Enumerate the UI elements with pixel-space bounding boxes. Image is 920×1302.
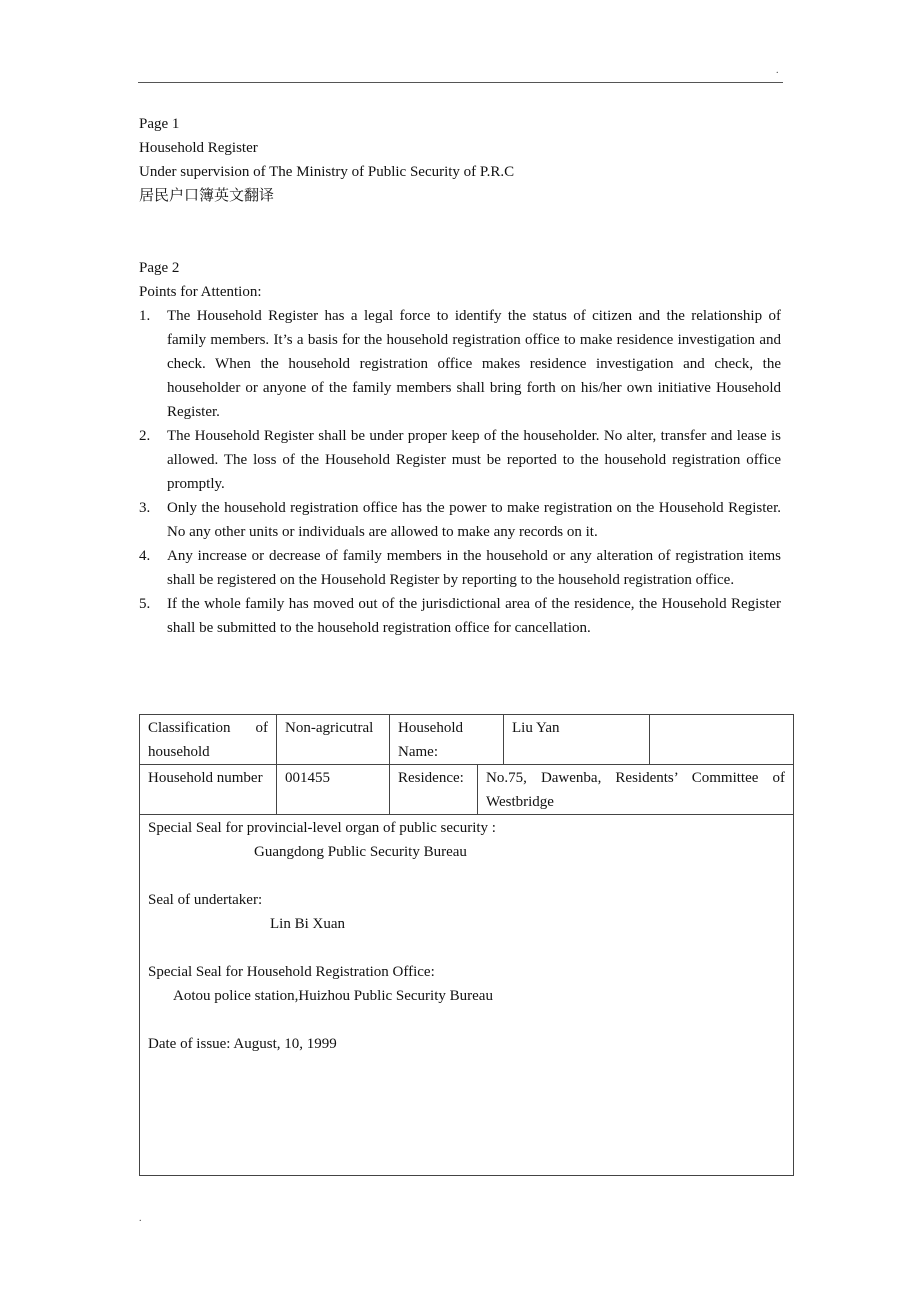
office-seal-value: Aotou police station,Huizhou Public Security Bureau — [173, 988, 493, 1004]
list-item-text: The Household Register shall be under proper keep of the householder. No alter, transfer and lease is allowed. The loss of the Household Register must be reported to the household registration office promptly. — [167, 428, 781, 492]
page-2-label: Page 2 — [139, 260, 180, 276]
page-1-label: Page 1 — [139, 116, 180, 132]
list-item-number: 4. — [139, 548, 151, 564]
household-number-value: 001455 — [277, 765, 390, 815]
household-name-value: Liu Yan — [504, 715, 650, 765]
chinese-caption: 居民户口簿英文翻译 — [139, 188, 275, 204]
list-item-text: If the whole family has moved out of the jurisdictional area of the residence, the Household Register shall be submitted to the household registration office for cancellation. — [167, 596, 781, 636]
list-item — [139, 424, 781, 496]
provincial-seal-value: Guangdong Public Security Bureau — [254, 844, 467, 860]
list-item-text: The Household Register has a legal force to identify the status of citizen and the relationship of family members. It’s a basis for the household registration office to make residence investigation and check. When the household registration office makes residence investigation and check, the householder or anyone of the family members shall bring forth on his/her own initiative Household Register. — [167, 308, 781, 420]
empty-cell — [650, 715, 794, 765]
table-row — [140, 715, 794, 765]
list-item — [139, 544, 781, 592]
document-title: Household Register — [139, 140, 258, 156]
undertaker-seal-label: Seal of undertaker: — [148, 892, 263, 908]
page-1-section — [139, 112, 781, 208]
list-item-text: Any increase or decrease of family members in the household or any alteration of registration items shall be registered on the Household Register by reporting to the household registration office. — [167, 548, 781, 588]
table-row — [140, 765, 794, 815]
seals-cell — [140, 815, 794, 1176]
page-2-section — [139, 256, 781, 640]
footer-mark: . — [139, 1213, 142, 1224]
header-mark: . — [776, 65, 779, 76]
document-subtitle: Under supervision of The Ministry of Public Security of P.R.C — [139, 164, 515, 180]
household-name-label: Household Name: — [390, 715, 504, 765]
list-item-number: 2. — [139, 428, 151, 444]
attention-list — [139, 304, 781, 640]
household-number-label: Household number — [140, 765, 277, 815]
table-row — [140, 815, 794, 1176]
list-item — [139, 592, 781, 640]
undertaker-seal-value: Lin Bi Xuan — [270, 916, 345, 932]
residence-value: No.75, Dawenba, Residents’ Committee of Westbridge — [478, 765, 794, 815]
list-item — [139, 496, 781, 544]
attention-heading: Points for Attention: — [139, 284, 262, 300]
list-item-text: Only the household registration office has the power to make registration on the Household Register. No any other units or individuals are allowed to make any records on it. — [167, 500, 781, 540]
classification-label: Classification of household — [140, 715, 277, 765]
residence-label: Residence: — [390, 765, 478, 815]
household-form-table — [139, 714, 794, 1176]
list-item — [139, 304, 781, 424]
list-item-number: 3. — [139, 500, 151, 516]
classification-value: Non-agricutral — [277, 715, 390, 765]
list-item-number: 5. — [139, 596, 151, 612]
list-item-number: 1. — [139, 308, 151, 324]
date-of-issue: Date of issue: August, 10, 1999 — [148, 1036, 337, 1052]
provincial-seal-label: Special Seal for provincial-level organ of public security : — [148, 820, 496, 836]
office-seal-label: Special Seal for Household Registration Office: — [148, 964, 435, 980]
header-rule — [138, 82, 783, 83]
